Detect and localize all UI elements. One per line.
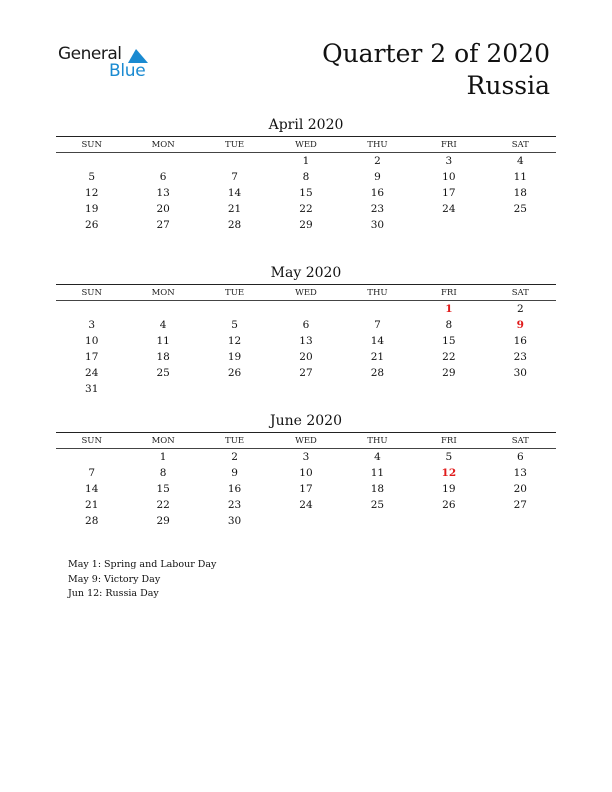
day-cell: 19 bbox=[442, 483, 456, 495]
day-cell: 24 bbox=[442, 203, 456, 215]
holiday-note: Jun 12: Russia Day bbox=[68, 588, 159, 599]
day-cell: 29 bbox=[442, 367, 456, 379]
holiday-day-cell: 1 bbox=[445, 303, 453, 315]
day-cell: 13 bbox=[156, 187, 170, 199]
day-cell: 3 bbox=[445, 155, 453, 167]
holiday-note: May 9: Victory Day bbox=[68, 573, 161, 585]
day-cell: 12 bbox=[227, 335, 242, 347]
day-cell: 17 bbox=[299, 483, 313, 495]
day-cell: 1 bbox=[302, 155, 310, 167]
holiday-day-cell: 9 bbox=[516, 319, 524, 331]
day-cell: 26 bbox=[227, 367, 242, 379]
weekday-label: FRI bbox=[441, 435, 457, 446]
month-title: June 2020 bbox=[269, 413, 342, 429]
logo-text-general: General bbox=[58, 44, 122, 64]
day-cell: 17 bbox=[442, 187, 456, 199]
day-cell: 4 bbox=[159, 319, 167, 331]
day-cell: 7 bbox=[374, 319, 381, 331]
day-cell: 20 bbox=[156, 203, 170, 215]
day-cell: 1 bbox=[159, 451, 167, 463]
holiday-notes bbox=[68, 558, 216, 602]
weekday-label: TUE bbox=[225, 435, 245, 446]
day-cell: 18 bbox=[513, 187, 527, 199]
weekday-header bbox=[56, 433, 556, 449]
day-cell: 11 bbox=[156, 335, 170, 347]
weekday-label: SUN bbox=[81, 435, 102, 446]
day-cell: 28 bbox=[370, 367, 385, 379]
day-cell: 16 bbox=[370, 187, 385, 199]
day-cell: 5 bbox=[88, 171, 96, 183]
day-cell: 7 bbox=[88, 467, 96, 479]
day-cell: 31 bbox=[85, 383, 99, 395]
weekday-label: SAT bbox=[511, 139, 529, 150]
quarter-title: Quarter 2 of 2020 bbox=[322, 39, 550, 68]
day-cell: 29 bbox=[299, 219, 313, 231]
day-cell: 13 bbox=[513, 467, 527, 479]
day-cell: 3 bbox=[88, 319, 96, 331]
day-cell: 4 bbox=[374, 451, 381, 463]
day-cell: 3 bbox=[302, 451, 310, 463]
empty-day-cell bbox=[199, 153, 270, 169]
day-cell: 15 bbox=[442, 335, 456, 347]
day-cell: 13 bbox=[299, 335, 313, 347]
month-calendar-june bbox=[56, 412, 556, 529]
weekday-label: FRI bbox=[441, 139, 457, 150]
weekday-header bbox=[56, 137, 556, 153]
day-cell: 29 bbox=[156, 515, 170, 527]
weekday-label: THU bbox=[367, 139, 388, 150]
weekday-label: WED bbox=[295, 139, 317, 150]
holiday-note: May 1: Spring and Labour Day bbox=[68, 559, 217, 570]
country-title: Russia bbox=[466, 71, 550, 100]
day-cell: 15 bbox=[299, 187, 313, 199]
day-cell: 26 bbox=[442, 499, 456, 511]
day-cell: 15 bbox=[156, 483, 170, 495]
day-cell: 23 bbox=[513, 351, 527, 363]
day-cell: 30 bbox=[370, 219, 385, 231]
day-cell: 18 bbox=[156, 351, 170, 363]
day-grid bbox=[56, 301, 556, 397]
day-cell: 8 bbox=[159, 467, 167, 479]
day-cell: 11 bbox=[513, 171, 527, 183]
day-cell: 19 bbox=[227, 351, 242, 363]
day-cell: 14 bbox=[85, 483, 99, 495]
empty-day-cell bbox=[56, 301, 127, 317]
day-cell: 25 bbox=[513, 203, 527, 215]
day-cell: 8 bbox=[302, 171, 310, 183]
day-cell: 2 bbox=[231, 451, 238, 463]
day-cell: 27 bbox=[156, 219, 170, 231]
weekday-label: SUN bbox=[81, 287, 102, 298]
day-cell: 21 bbox=[85, 499, 99, 511]
month-calendar-april bbox=[56, 116, 556, 233]
day-cell: 24 bbox=[299, 499, 313, 511]
empty-day-cell bbox=[56, 449, 127, 465]
day-cell: 10 bbox=[85, 335, 99, 347]
day-cell: 17 bbox=[85, 351, 99, 363]
day-cell: 11 bbox=[370, 467, 385, 479]
day-grid bbox=[56, 153, 556, 233]
weekday-label: SUN bbox=[81, 139, 102, 150]
empty-day-cell bbox=[342, 301, 413, 317]
empty-day-cell bbox=[127, 301, 198, 317]
day-cell: 6 bbox=[159, 171, 167, 183]
day-cell: 28 bbox=[227, 219, 242, 231]
day-cell: 6 bbox=[516, 451, 524, 463]
weekday-label: TUE bbox=[225, 139, 245, 150]
logo-text-blue: Blue bbox=[109, 61, 146, 81]
day-cell: 2 bbox=[374, 155, 381, 167]
day-cell: 22 bbox=[442, 351, 456, 363]
day-cell: 4 bbox=[516, 155, 524, 167]
weekday-label: WED bbox=[295, 287, 317, 298]
weekday-label: TUE bbox=[225, 287, 245, 298]
day-cell: 7 bbox=[231, 171, 238, 183]
day-cell: 20 bbox=[513, 483, 527, 495]
day-cell: 14 bbox=[370, 335, 385, 347]
day-cell: 5 bbox=[231, 319, 238, 331]
generalblue-logo bbox=[58, 44, 158, 84]
day-cell: 10 bbox=[299, 467, 313, 479]
day-cell: 10 bbox=[442, 171, 456, 183]
weekday-label: MON bbox=[151, 435, 175, 446]
day-cell: 25 bbox=[156, 367, 170, 379]
day-cell: 9 bbox=[231, 467, 238, 479]
day-cell: 5 bbox=[445, 451, 453, 463]
empty-day-cell bbox=[270, 301, 341, 317]
weekday-label: THU bbox=[367, 435, 388, 446]
day-cell: 30 bbox=[513, 367, 527, 379]
day-cell: 22 bbox=[299, 203, 313, 215]
day-cell: 16 bbox=[513, 335, 527, 347]
day-cell: 6 bbox=[302, 319, 310, 331]
weekday-label: MON bbox=[151, 139, 175, 150]
day-cell: 28 bbox=[85, 515, 99, 527]
day-cell: 26 bbox=[85, 219, 99, 231]
day-grid bbox=[56, 449, 556, 529]
weekday-label: SAT bbox=[511, 287, 529, 298]
weekday-label: SAT bbox=[511, 435, 529, 446]
day-cell: 27 bbox=[299, 367, 313, 379]
empty-day-cell bbox=[199, 301, 270, 317]
weekday-label: FRI bbox=[441, 287, 457, 298]
empty-day-cell bbox=[56, 153, 127, 169]
holiday-day-cell: 12 bbox=[441, 467, 457, 479]
day-cell: 20 bbox=[299, 351, 313, 363]
day-cell: 12 bbox=[85, 187, 99, 199]
weekday-label: MON bbox=[151, 287, 175, 298]
month-calendar-may bbox=[56, 264, 556, 397]
weekday-label: WED bbox=[295, 435, 317, 446]
day-cell: 16 bbox=[227, 483, 242, 495]
day-cell: 18 bbox=[370, 483, 385, 495]
day-cell: 22 bbox=[156, 499, 170, 511]
weekday-label: THU bbox=[367, 287, 388, 298]
day-cell: 24 bbox=[85, 367, 99, 379]
day-cell: 25 bbox=[370, 499, 385, 511]
month-title: April 2020 bbox=[268, 117, 344, 133]
day-cell: 2 bbox=[516, 303, 524, 315]
day-cell: 23 bbox=[370, 203, 385, 215]
day-cell: 8 bbox=[445, 319, 453, 331]
day-cell: 14 bbox=[227, 187, 242, 199]
page-title bbox=[322, 38, 550, 102]
weekday-header bbox=[56, 285, 556, 301]
month-title: May 2020 bbox=[270, 265, 342, 281]
day-cell: 27 bbox=[513, 499, 527, 511]
day-cell: 21 bbox=[370, 351, 385, 363]
day-cell: 30 bbox=[227, 515, 242, 527]
day-cell: 23 bbox=[227, 499, 242, 511]
day-cell: 19 bbox=[85, 203, 99, 215]
day-cell: 9 bbox=[374, 171, 381, 183]
empty-day-cell bbox=[127, 153, 198, 169]
day-cell: 21 bbox=[227, 203, 242, 215]
